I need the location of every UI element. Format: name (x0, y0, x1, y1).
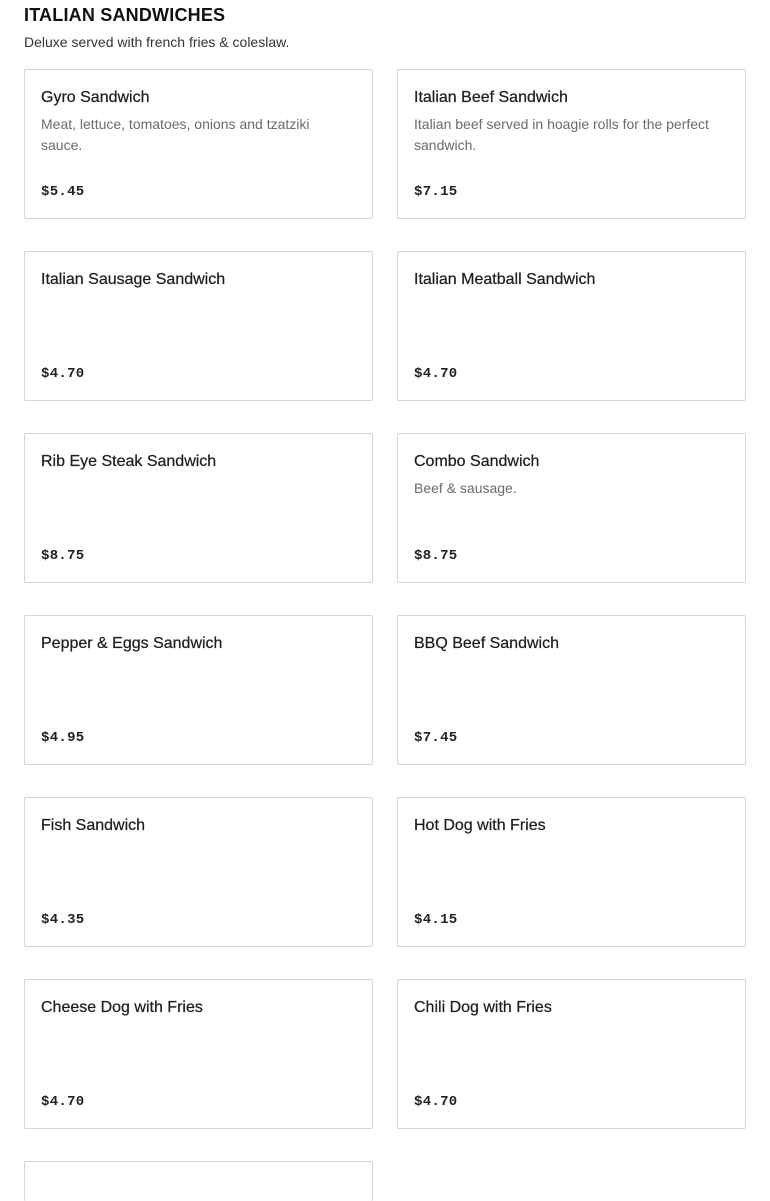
item-name: Chili Dog with Fries (414, 999, 552, 1016)
item-price: $4.70 (414, 1094, 458, 1110)
menu-item-card-partial[interactable] (24, 1161, 373, 1201)
menu-item-card[interactable] (397, 797, 746, 947)
section-title: ITALIAN SANDWICHES (24, 5, 226, 25)
item-name: Italian Sausage Sandwich (41, 271, 226, 288)
item-price: $7.15 (414, 184, 458, 200)
section-subtitle: Deluxe served with french fries & coleslaw. (24, 34, 290, 50)
item-price: $5.45 (41, 184, 85, 200)
item-name: Hot Dog with Fries (414, 817, 546, 834)
menu-item-card[interactable] (24, 979, 373, 1129)
item-name: Pepper & Eggs Sandwich (41, 635, 223, 652)
menu-item-card[interactable] (24, 433, 373, 583)
item-description: Italian beef served in hoagie rolls for the perfect sandwich. (414, 116, 709, 153)
item-price: $4.35 (41, 912, 85, 928)
item-price: $4.70 (414, 366, 458, 382)
item-name: BBQ Beef Sandwich (414, 635, 559, 652)
item-price: $8.75 (414, 548, 458, 564)
menu-section (24, 0, 746, 1110)
menu-item-card[interactable] (24, 797, 373, 947)
item-description: Meat, lettuce, tomatoes, onions and tzatziki sauce. (41, 116, 310, 153)
menu-item-card[interactable] (397, 251, 746, 401)
item-name: Rib Eye Steak Sandwich (41, 453, 217, 470)
item-name: Italian Meatball Sandwich (414, 271, 596, 288)
item-name: Gyro Sandwich (41, 89, 150, 106)
item-price: $4.70 (41, 1094, 85, 1110)
item-name: Fish Sandwich (41, 817, 146, 834)
item-description: Beef & sausage. (414, 480, 517, 496)
menu-item-card[interactable] (24, 69, 373, 219)
menu-item-card[interactable] (397, 433, 746, 583)
item-name: Combo Sandwich (414, 453, 540, 470)
item-price: $4.15 (414, 912, 458, 928)
menu-item-card[interactable] (24, 615, 373, 765)
menu-item-card[interactable] (397, 615, 746, 765)
item-price: $4.70 (41, 366, 85, 382)
menu-item-card[interactable] (397, 979, 746, 1129)
item-name: Cheese Dog with Fries (41, 999, 203, 1016)
item-price: $8.75 (41, 548, 85, 564)
menu-item-card[interactable] (397, 69, 746, 219)
menu-item-grid (24, 69, 746, 1201)
item-price: $7.45 (414, 730, 458, 746)
menu-item-card[interactable] (24, 251, 373, 401)
item-name: Italian Beef Sandwich (414, 89, 568, 106)
item-price: $4.95 (41, 730, 85, 746)
